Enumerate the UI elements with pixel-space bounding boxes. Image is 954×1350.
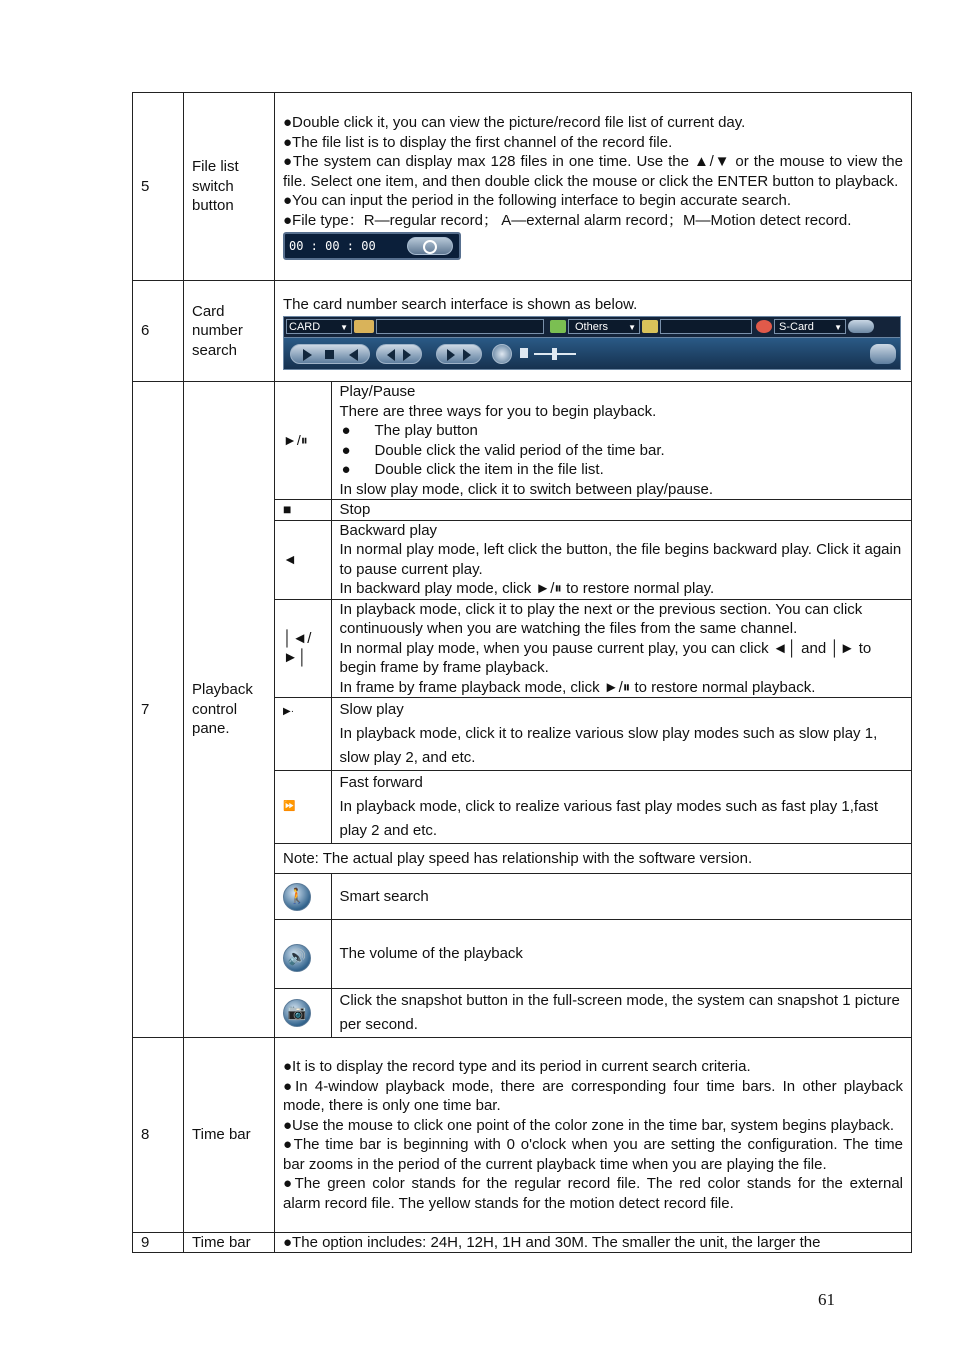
desc-line: In playback mode, click it to realize various slow play modes such as slow play 1, slow play 2, and etc. [339,725,878,766]
table-row-7 [133,382,912,1038]
desc-line: ●The file list is to display the first channel of the record file. [283,133,673,151]
snapshot-icon-cell [275,989,331,1038]
backward-icon [349,349,358,361]
desc-line: There are three ways for you to begin playback. [339,402,657,420]
control-row-backward [275,520,911,599]
row-number: 7 [133,382,184,1038]
page-number: 61 [818,1290,835,1309]
control-description: The volume of the playback [331,920,911,989]
backward-play-icon: ◄ [275,520,331,599]
desc-line: ●The time bar is beginning with 0 o'clock when you are setting the configuration. The time bar zooms in the period of the current playback time when you are playing the file. [283,1136,903,1173]
time-value: 00 : 00 : 00 [289,239,376,253]
desc-line: In playback mode, click to realize various fast play modes such as fast play 1,fast play 2 and etc. [339,798,879,839]
volume-icon [520,348,528,358]
fast-forward-icon: ⏩ [275,771,331,844]
card-number-input [376,319,544,334]
camera-icon: 📷 [283,999,311,1027]
volume-icon: 🔊 [283,944,311,972]
others-label: Others [575,320,609,333]
others-select [568,319,640,334]
row-name: Card number search [184,281,275,382]
control-row-snapshot [275,989,911,1038]
grid-icon [550,320,566,333]
search-icon [407,237,453,255]
control-description [331,599,911,698]
desc-line: In backward play mode, click ►/⏸ to restore normal play. [339,580,715,597]
control-title: Slow play [339,701,404,718]
control-row-play [275,382,911,500]
search-icon [848,320,874,333]
desc-line: ●Use the mouse to click one point of the color zone in the time bar, system begins playback. [283,1116,895,1134]
control-row-smart-search [275,874,911,920]
table-row-9 [133,1233,912,1253]
control-row-note [275,844,911,874]
control-description [331,698,911,771]
row-description [275,281,912,382]
desc-line: In normal play mode, when you pause current play, you can click ◄│ and │► to begin frame by frame playback. [339,639,872,676]
control-row-fast [275,771,911,844]
play-pause-icon: ►/⏸ [275,382,331,500]
control-row-volume [275,920,911,989]
control-row-slow [275,698,911,771]
control-title: Play/Pause [339,383,416,400]
desc-line: In frame by frame playback mode, click ►/⏸ to restore normal playback. [339,678,816,696]
frame-step-icon: │◄/ ►│ [275,599,331,698]
keyboard-icon [642,320,658,333]
keyboard-icon [354,320,374,333]
card-type-select [286,319,352,334]
row-description [275,93,912,281]
speed-note: Note: The actual play speed has relationship with the software version. [275,844,911,874]
chevron-down-icon: ▼ [340,322,348,332]
play-icon [303,349,312,361]
desc-line: ●Double click it, you can view the picture/record file list of current day. [283,114,746,131]
desc-line: ●In 4-window playback mode, there are corresponding four time bars. In other playback mode, there is only one time bar. [283,1077,903,1114]
list-item: ● Double click the item in the file list. [341,461,604,478]
volume-slider-handle [552,348,557,360]
desc-line: In normal play mode, left click the button, the file begins backward play. Click it again to pause current play. [339,541,902,578]
time-search-widget [283,232,461,260]
volume-icon-cell [275,920,331,989]
card-search-bar [284,317,900,338]
row-description: ●The option includes: 24H, 12H, 1H and 30M. The smaller the unit, the larger the [275,1233,912,1253]
control-description [331,382,911,500]
table-row-5 [133,93,912,281]
row-description [275,1038,912,1233]
slow-play-icon [447,349,455,361]
slow-fast-button-group [436,344,482,364]
frame-step-button-group [376,344,422,364]
control-title: Backward play [339,521,438,539]
table-row-8 [133,1038,912,1233]
control-description: Click the snapshot button in the full-screen mode, the system can snapshot 1 picture per second. [331,989,911,1038]
row-name: File list switch button [184,93,275,281]
stop-icon: ■ [275,500,331,521]
prev-frame-icon [387,349,395,361]
list-item-text: Double click the valid period of the time bar. [374,441,665,459]
row-description [275,382,912,1038]
desc-line: In slow play mode, click it to switch between play/pause. [339,480,714,498]
desc-line: ●The green color stands for the regular record file. The red color stands for the external alarm record file. The yellow stands for the motion detect record file. [283,1175,903,1212]
desc-line: ●You can input the period in the following interface to begin accurate search. [283,192,792,209]
control-description [331,520,911,599]
row-number: 6 [133,281,184,382]
control-description: Stop [331,500,911,521]
feature-table [132,92,912,1253]
chevron-down-icon: ▼ [628,322,636,332]
stop-icon [325,350,334,359]
chevron-down-icon: ▼ [834,322,842,332]
slow-play-icon: ▶· [275,698,331,771]
card-type-label: CARD [289,320,321,333]
row-name: Time bar [184,1038,275,1233]
table-row-6 [133,281,912,382]
list-item: ● The play button [341,422,478,439]
list-item-text: The play button [374,422,478,439]
playback-control-bar [284,338,900,369]
smart-search-icon [492,344,512,364]
list-item-text: Double click the item in the file list. [374,461,604,478]
fast-forward-icon [463,349,471,361]
smart-search-icon: 🚶 [283,883,311,911]
row-name: Playback control pane. [184,382,275,1038]
others-input [660,319,752,334]
desc-line: ●It is to display the record type and its period in current search criteria. [283,1058,751,1075]
control-description: Smart search [331,874,911,920]
control-title: Fast forward [339,774,423,791]
desc-line: ●The system can display max 128 files in one time. Use the ▲/▼ or the mouse to view the file. Select one item, and then double click the mouse or click the ENTER button to playback. [283,153,903,190]
no-sign-icon [756,320,772,333]
desc-line: In playback mode, click it to play the next or the previous section. You can click continuously when you are watching the files from the same channel. [339,600,863,637]
row-number: 8 [133,1038,184,1233]
next-frame-icon [403,349,411,361]
control-description [331,771,911,844]
fullscreen-icon [870,344,896,364]
row-name: Time bar [184,1233,275,1253]
desc-line: The card number search interface is shown as below. [283,296,638,313]
control-row-frame [275,599,911,698]
card-search-panel [283,316,901,370]
row-number: 9 [133,1233,184,1253]
smart-search-icon-cell [275,874,331,920]
control-row-stop [275,500,911,521]
scard-select [774,319,846,334]
list-item: ● Double click the valid period of the time bar. [341,441,665,459]
row-number: 5 [133,93,184,281]
playback-controls-table [275,382,911,1037]
desc-line: ●File type：R—regular record； A—external alarm record；M—Motion detect record. [283,211,852,229]
scard-label: S-Card [779,320,814,333]
play-stop-back-button-group [290,344,370,364]
